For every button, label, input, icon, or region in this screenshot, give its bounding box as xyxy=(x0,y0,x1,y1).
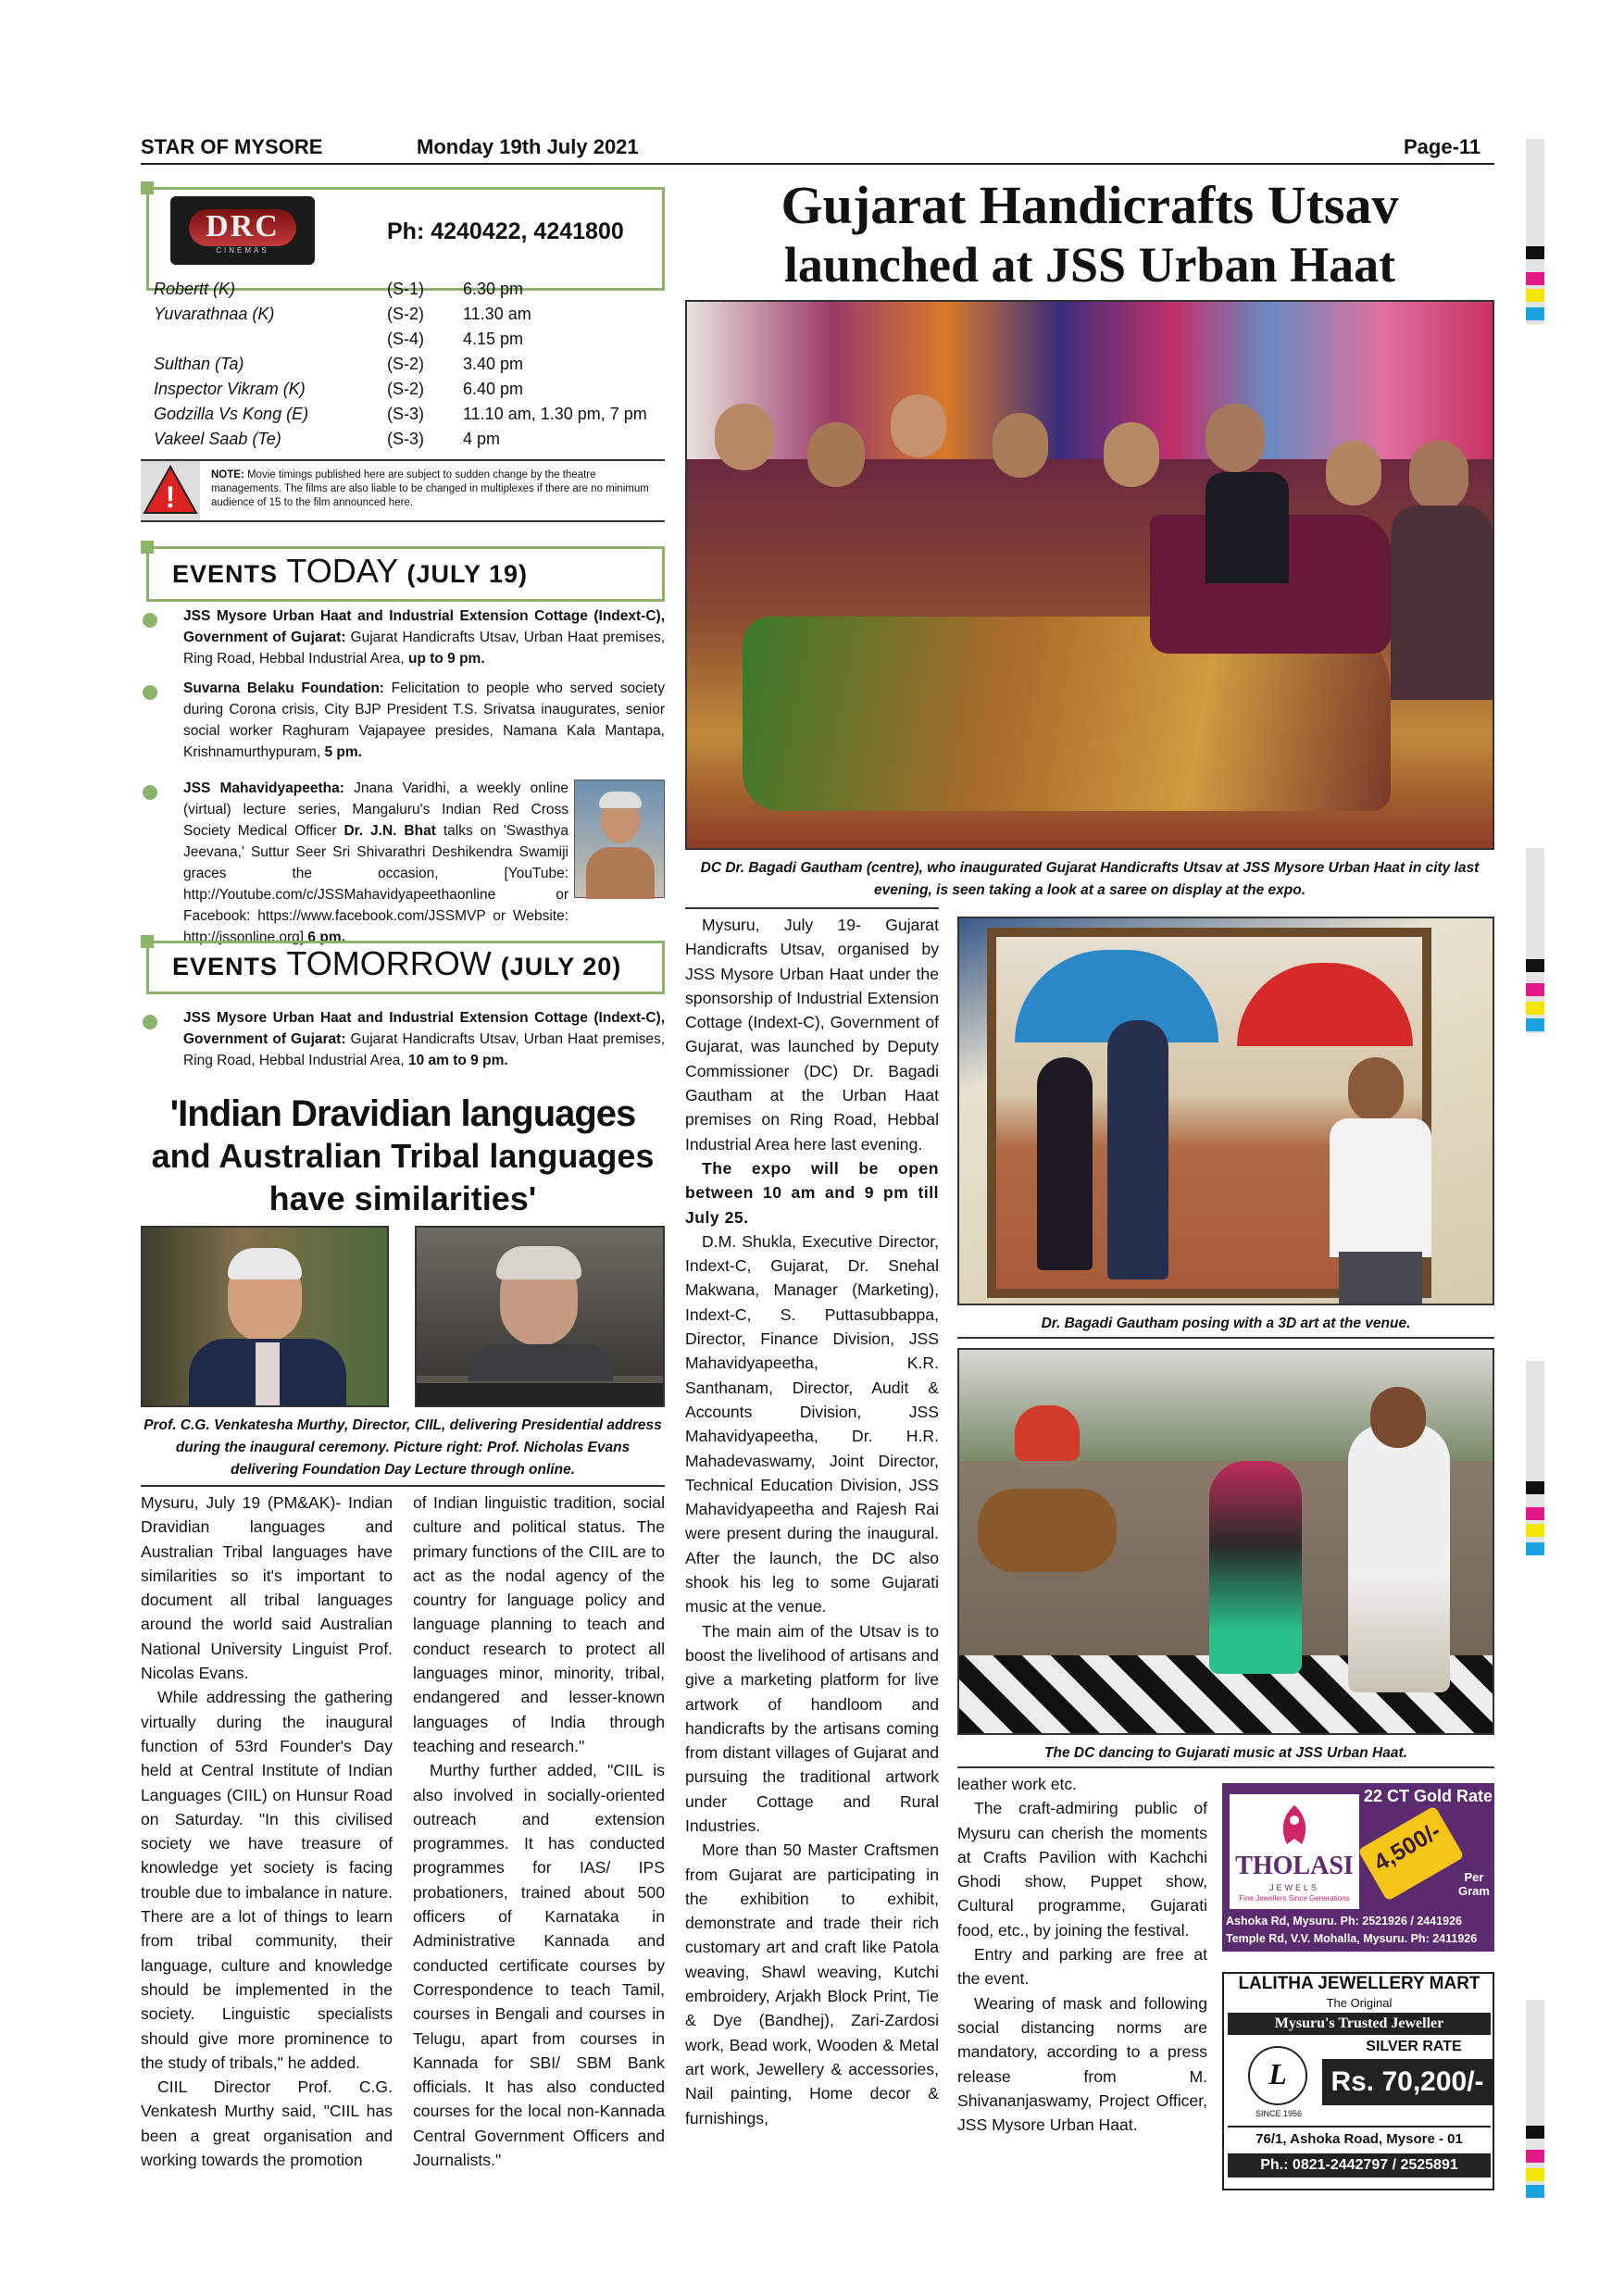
photo-venkatesha-murthy xyxy=(141,1226,389,1407)
event-item: JSS Mahavidyapeetha: Jnana Varidhi, a weekly online (virtual) lecture series, Mangaluru's Indian Red Cross Society Medical Officer Dr. J.N. Bhat talks on 'Swasthya Jeevana,' Suttur Seer Sri Shivarathri Deshikendra Swamiji graces the occasion, [YouTube: http://Youtube.com/c/JSSMahavidyapeethaonline or Facebook: https://www.facebook.com/JSSMVP or Website: http://jssonline.org] 6 pm. xyxy=(183,780,568,945)
issue-date: Monday 19th July 2021 xyxy=(417,135,639,158)
photo-nicholas-evans xyxy=(415,1226,665,1407)
story2-column-1: Mysuru, July 19 (PM&AK)- Indian Dravidian languages and Australian Tribal languages have similarities so it's important to document all tribal languages around the world said Australian National University Linguist Prof. Nicolas Evans. While addressing the gathering virtually during the inaugural function of 53rd Founder's Day held at Central Institute of Indian Languages (CIIL) on Hunsur Road on Saturday. "In this civilised society we have treasure of knowledge yet society is facing trouble due to imbalance in nature. There are a lot of things to learn from tribal community, their language, culture and knowledge should be implemented in the society. Linguistic specialists should give more prominence to the study of tribals," he added. CIIL Director Prof. C.G. Venkatesh Murthy said, "CIIL has been a great organisation and working towards the promotion xyxy=(141,1493,393,2170)
peacock-icon xyxy=(1270,1802,1318,1850)
events-tomorrow-title: EVENTS TOMORROW (JULY 20) xyxy=(172,944,622,982)
story2-headline: 'Indian Dravidian languages and Australian Tribal languages have similarities' xyxy=(151,1093,655,1217)
cinema-phone: Ph: 4240422, 4241800 xyxy=(387,218,624,244)
event-item: JSS Mysore Urban Haat and Industrial Extension Cottage (Indext-C), Government of Gujarat: Gujarat Handicrafts Utsav, Urban Haat premises, Ring Road, Hebbal Industrial Area, 10 am to 9 pm. xyxy=(183,1010,665,1068)
showtime-row: Robertt (K) (S-1) 6.30 pm xyxy=(154,280,524,298)
ad-lalitha: LALITHA JEWELLERY MART The Original Mysuru's Trusted Jeweller SILVER RATE L SINCE 1956 Rs. 70,200/- 76/1, Ashoka Road, Mysore - 01 Ph.: 0821-2442797 / 2525891 xyxy=(1222,1972,1494,2190)
caption-3d-art: Dr. Bagadi Gautham posing with a 3D art at the venue. xyxy=(1041,1316,1411,1331)
showtime-row: Vakeel Saab (Te) (S-3) 4 pm xyxy=(154,430,501,448)
events-today-title: EVENTS TODAY (JULY 19) xyxy=(172,552,529,590)
lalitha-emblem-icon: L xyxy=(1248,2046,1307,2105)
story2-caption: Prof. C.G. Venkatesha Murthy, Director, CIIL, delivering Presidential address during the inaugural ceremony. Picture right: Prof. Nicholas Evans delivering Foundation Day Lecture through online. xyxy=(144,1417,662,1478)
photo-dc-dancing xyxy=(957,1348,1494,1735)
drc-logo: DRC CINEMAS xyxy=(170,196,315,265)
svg-text:!: ! xyxy=(165,480,176,514)
speaker-portrait xyxy=(574,780,665,898)
story2-column-2: of Indian linguistic tradition, social culture and political status. The primary functions of the CIIL are to act as the nodal agency of the country for language policy and language planning to teach and conduct research to protect all languages minor, minority, tribal, endangered and lesser-known languages of India through teaching and research." Murthy further added, "CIIL is also involved in socially-oriented outreach and extension programmes. It has conducted programmes for IAS/ IPS probationers, trained about 500 officers of Karnataka in Administrative Kannada and conducted certificate courses by Correspondence to teach Tamil, courses in Bengali and courses in Telugu, apart from courses in Kannada for SBI/ SBM Bank officials. It has also conducted courses for the local non-Kannada Central Government Officers and Journalists." xyxy=(413,1493,665,2170)
story1-column-1: Mysuru, July 19- Gujarat Handicrafts Utsav, organised by JSS Mysore Urban Haat under the sponsorship of Industrial Extension Cottage (Indext-C), Government of Gujarat, was launched by Deputy Commissioner (DC) Dr. Bagadi Gautham at the Urban Haat premises on Ring Road, Hebbal Industrial Area here last evening. The expo will be open between 10 am and 9 pm till July 25. D.M. Shukla, Executive Director, Indext-C, Gujarat, Dr. Snehal Makwana, Manager (Marketing), Indext-C, S. Puttasubbappa, Director, Finance Division, JSS Mahavidyapeetha, K.R. Santhanam, Director, Audit & Accounts Division, JSS Mahavidyapeetha, Dr. H.R. Mahadevaswamy, Joint Director, Technical Education Division, JSS Mahavidyapeetha and Rajesh Rai were present during the inaugural. After the launch, the DC also shook his leg to some Gujarati music at the venue. The main aim of the Utsav is to boost the livelihood of artisans and give a marketing platform for live artwork of handloom and handicrafts by the artisans coming from distant villages of Gujarat and pursuing the traditional artwork under Cottage and Rural Industries. More than 50 Master Craftsmen from Gujarat are participating in the exhibition to exhibit, demonstrate and trade their rich customary art and craft like Patola weaving, Shawl weaving, Kutchi embroidery, Arjakh Block Print, Tie & Dye (Bandhej), Zari-Zardosi work, Bead work, Wooden & Metal art work, Jewellery & accessories, Nail painting, Home decor & furnishings, xyxy=(685,916,939,2128)
page-number: Page-11 xyxy=(1404,135,1481,158)
cinema-note: NOTE: Movie timings published here are subject to sudden change by the theatre managements. The films are also liable to be changed in multiplexes if there are no minimum audience of 15 to the film announced here. xyxy=(211,469,649,508)
event-item: Suvarna Belaku Foundation: Felicitation to people who served society during Corona crisis, City BJP President T.S. Srivatsa inaugurates, senior social worker Raghuram Vajapayee presides, Namana Kala Mantapa, Krishnamurthypuram, 5 pm. xyxy=(183,680,665,760)
photo-3d-art xyxy=(957,917,1494,1305)
showtime-row: Inspector Vikram (K) (S-2) 6.40 pm xyxy=(154,380,524,398)
showtime-row: Godzilla Vs Kong (E) (S-3) 11.10 am, 1.30 pm, 7 pm xyxy=(154,405,647,423)
story1-headline: Gujarat Handicrafts Utsav launched at JSS Urban Haat xyxy=(781,175,1399,293)
silver-price: Rs. 70,200/- xyxy=(1322,2059,1493,2105)
gold-price-badge: 4,500/- xyxy=(1357,1805,1464,1901)
story1-main-caption: DC Dr. Bagadi Gautham (centre), who inaugurated Gujarat Handicrafts Utsav at JSS Mysore Urban Haat in city last evening, is seen taking a look at a saree on display at the expo. xyxy=(700,860,1480,898)
paper-name: STAR OF MYSORE xyxy=(141,135,323,158)
event-item: JSS Mysore Urban Haat and Industrial Extension Cottage (Indext-C), Government of Gujarat: Gujarat Handicrafts Utsav, Urban Haat premises, Ring Road, Hebbal Industrial Area, up to 9 pm. xyxy=(183,608,665,667)
header-rule xyxy=(141,163,1494,165)
showtime-row: Sulthan (Ta) (S-2) 3.40 pm xyxy=(154,355,524,373)
caption-dance: The DC dancing to Gujarati music at JSS Urban Haat. xyxy=(1044,1745,1407,1761)
story1-column-2: leather work etc. The craft-admiring public of Mysuru can cherish the moments at Crafts Pavilion with Kachchi Ghodi show, Puppet show, Cultural programme, Gujarati food, etc., by joining the festival. Entry and parking are free at the event. Wearing of mask and following social distancing norms are mandatory, according to a press release from M. Shivananjaswamy, Project Officer, JSS Mysore Urban Haat. xyxy=(957,1775,1207,2135)
photo-dc-saree-display xyxy=(685,300,1494,850)
tholasi-logo: THOLASI JEWELS Fine Jewellers Since Generations xyxy=(1230,1794,1359,1909)
ad-tholasi: 22 CT Gold Rate THOLASI JEWELS Fine Jewellers Since Generations 4,500/- Per Gram Ashoka Rd, Mysuru. Ph: 2521926 / 2441926 Temple Rd, V.V. Mohalla, Mysuru. Ph: 2411926 xyxy=(1222,1783,1494,1952)
showtime-row: Yuvarathnaa (K) (S-2) 11.30 am xyxy=(154,305,531,323)
showtime-row: (S-4) 4.15 pm xyxy=(387,330,524,348)
warning-icon xyxy=(141,461,200,520)
